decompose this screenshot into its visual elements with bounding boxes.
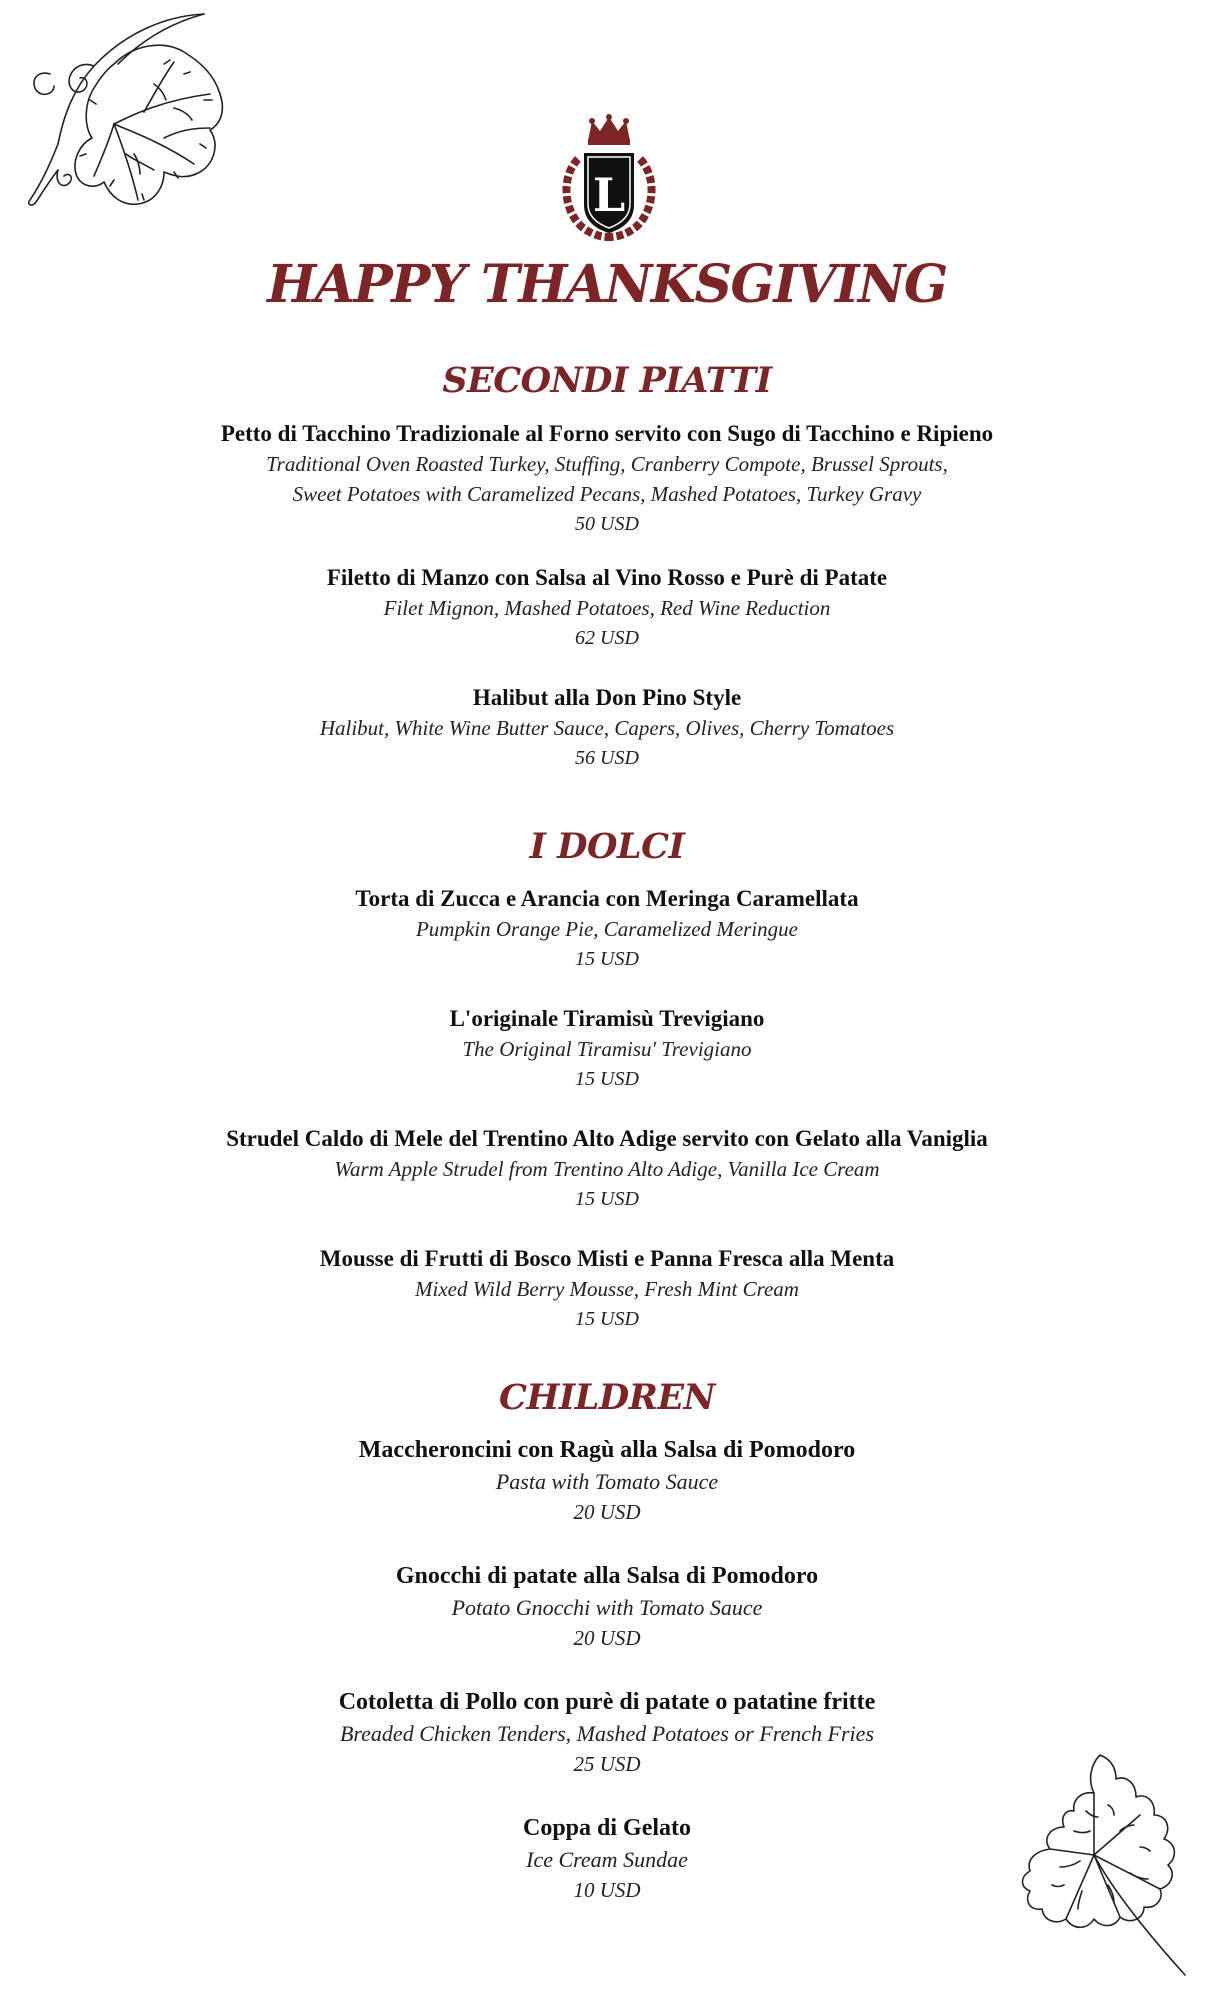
- dish-description: Ice Cream Sundae: [526, 1847, 688, 1872]
- dish-name: Filetto di Manzo con Salsa al Vino Rosso e Purè di Patate: [326, 565, 888, 590]
- menu-item: [0, 1435, 1214, 1528]
- menu-item: [0, 1244, 1214, 1334]
- section-title: I DOLCI: [529, 826, 685, 867]
- menu-item: [0, 1124, 1214, 1214]
- menu-item: [0, 1004, 1214, 1094]
- dish-name: Coppa di Gelato: [522, 1815, 692, 1841]
- menu-item: [0, 683, 1214, 773]
- dish-description: Filet Mignon, Mashed Potatoes, Red Wine Reduction: [383, 596, 831, 620]
- dish-price: 50 USD: [575, 513, 639, 535]
- dish-description: Halibut, White Wine Butter Sauce, Capers, Olives, Cherry Tomatoes: [319, 716, 895, 740]
- section-title: SECONDI PIATTI: [442, 360, 772, 401]
- dish-description: Breaded Chicken Tenders, Mashed Potatoes or French Fries: [339, 1721, 874, 1746]
- menu-item: [0, 563, 1214, 653]
- dish-price: 15 USD: [575, 1068, 639, 1090]
- section-title: CHILDREN: [498, 1377, 715, 1418]
- dish-price: 62 USD: [575, 627, 639, 649]
- dish-description: Traditional Oven Roasted Turkey, Stuffing, Cranberry Compote, Brussel Sprouts,: [266, 452, 948, 476]
- dish-name: Halibut alla Don Pino Style: [472, 685, 742, 710]
- dish-price: 25 USD: [573, 1752, 641, 1776]
- dish-description: The Original Tiramisu' Trevigiano: [462, 1037, 752, 1061]
- menu-item: [0, 1561, 1214, 1654]
- fig-leaf-illustration: [990, 1735, 1205, 1985]
- dish-name: Maccheroncini con Ragù alla Salsa di Pomodoro: [358, 1437, 856, 1463]
- dish-description: Sweet Potatoes with Caramelized Pecans, Mashed Potatoes, Turkey Gravy: [292, 482, 922, 506]
- dish-price: 15 USD: [575, 1308, 639, 1330]
- dish-price: 15 USD: [575, 1188, 639, 1210]
- dish-price: 10 USD: [573, 1878, 641, 1902]
- menu-item: [0, 884, 1214, 974]
- menu-item: [0, 419, 1214, 539]
- dish-name: L'originale Tiramisù Trevigiano: [449, 1006, 765, 1031]
- dish-name: Mousse di Frutti di Bosco Misti e Panna Fresca alla Menta: [319, 1246, 895, 1271]
- dish-name: Petto di Tacchino Tradizionale al Forno servito con Sugo di Tacchino e Ripieno: [220, 421, 994, 446]
- dish-name: Cotoletta di Pollo con purè di patate o patatine fritte: [338, 1689, 876, 1715]
- dish-description: Pasta with Tomato Sauce: [495, 1469, 719, 1494]
- dish-price: 20 USD: [573, 1500, 641, 1524]
- grape-leaf-illustration: [14, 4, 244, 219]
- logo-letter: L: [592, 168, 626, 222]
- dish-description: Warm Apple Strudel from Trentino Alto Adige, Vanilla Ice Cream: [334, 1157, 880, 1181]
- dish-description: Mixed Wild Berry Mousse, Fresh Mint Cream: [415, 1277, 799, 1301]
- dish-name: Strudel Caldo di Mele del Trentino Alto Adige servito con Gelato alla Vaniglia: [226, 1126, 988, 1151]
- page-title: HAPPY THANKSGIVING: [267, 254, 947, 315]
- dish-description: Pumpkin Orange Pie, Caramelized Meringue: [415, 917, 798, 941]
- restaurant-crest-logo: [548, 113, 670, 248]
- dish-price: 56 USD: [575, 747, 639, 769]
- dish-description: Potato Gnocchi with Tomato Sauce: [451, 1595, 763, 1620]
- dish-price: 20 USD: [573, 1626, 641, 1650]
- dish-price: 15 USD: [575, 948, 639, 970]
- dish-name: Torta di Zucca e Arancia con Meringa Caramellata: [355, 886, 859, 911]
- dish-name: Gnocchi di patate alla Salsa di Pomodoro: [395, 1563, 819, 1589]
